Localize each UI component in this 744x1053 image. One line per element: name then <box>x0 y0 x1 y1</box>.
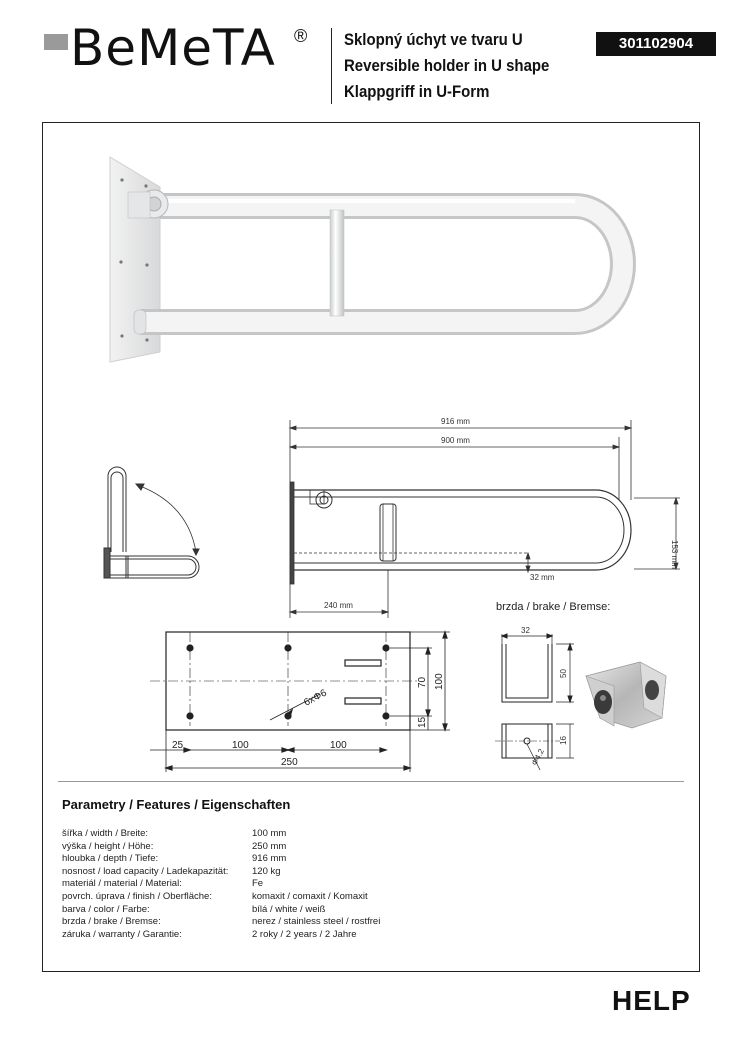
feature-value: 2 roky / 2 years / 2 Jahre <box>252 928 357 940</box>
product-photo <box>110 157 623 362</box>
features-table <box>62 828 380 941</box>
series-label: HELP <box>612 985 691 1016</box>
plate-dim-100v: 100 <box>434 673 445 690</box>
feature-value: nerez / stainless steel / rostfrei <box>252 916 381 928</box>
plate-dim-70: 70 <box>417 676 428 688</box>
plate-dim-15: 15 <box>417 716 428 728</box>
feature-row <box>62 878 380 891</box>
dim-916: 916 mm <box>441 417 470 426</box>
dim-32: 32 mm <box>530 573 555 582</box>
brake-photo <box>586 662 666 728</box>
feature-label: výška / height / Höhe: <box>62 840 154 852</box>
feature-row <box>62 828 380 841</box>
feature-label: nosnost / load capacity / Ladekapazität: <box>62 865 229 877</box>
plate-holes-label: 6xΦ6 <box>302 687 329 709</box>
brake-dim-16: 16 <box>559 736 568 745</box>
feature-label: záruka / warranty / Garantie: <box>62 928 182 940</box>
plate-drawing <box>150 632 450 772</box>
feature-row <box>62 841 380 854</box>
section-divider <box>58 781 684 782</box>
feature-value: Fe <box>252 878 264 890</box>
brake-dim-50: 50 <box>559 669 568 678</box>
feature-label: barva / color / Farbe: <box>62 903 150 915</box>
title-de: Klappgriff in U-Form <box>344 82 490 101</box>
title-en: Reversible holder in U shape <box>344 56 550 75</box>
plate-dim-100a: 100 <box>232 740 249 751</box>
feature-label: šířka / width / Breite: <box>62 828 149 839</box>
feature-value: 250 mm <box>252 840 287 852</box>
side-view-drawing <box>104 467 199 578</box>
dim-153: 153 mm <box>670 540 679 569</box>
plate-dim-25: 25 <box>172 740 184 751</box>
feature-value: 120 kg <box>252 865 281 877</box>
elevation-drawing <box>290 420 680 618</box>
feature-value: 100 mm <box>252 828 287 839</box>
feature-row <box>62 916 380 929</box>
dim-900: 900 mm <box>441 436 470 445</box>
feature-row <box>62 891 380 904</box>
feature-label: hloubka / depth / Tiefe: <box>62 853 159 865</box>
title-cz: Sklopný úchyt ve tvaru U <box>344 30 523 49</box>
brand-logo: BeMeTA <box>70 19 276 77</box>
plate-dim-250: 250 <box>281 757 298 768</box>
registered-mark: ® <box>294 26 308 46</box>
features-title: Parametry / Features / Eigenschaften <box>62 797 291 812</box>
plate-dim-100b: 100 <box>330 740 347 751</box>
product-code: 301102904 <box>596 32 716 56</box>
feature-row <box>62 866 380 879</box>
feature-value: 916 mm <box>252 853 287 865</box>
brake-label: brzda / brake / Bremse: <box>496 601 611 613</box>
brake-dim-32: 32 <box>521 626 530 635</box>
feature-row <box>62 853 380 866</box>
dim-240: 240 mm <box>324 601 353 610</box>
feature-label: brzda / brake / Bremse: <box>62 916 161 928</box>
feature-row <box>62 929 380 942</box>
feature-value: bílá / white / weiß <box>252 903 326 915</box>
feature-label: materiál / material / Material: <box>62 878 182 890</box>
brake-dim-d42: Φ4.2 <box>529 747 546 767</box>
feature-value: komaxit / comaxit / Komaxit <box>252 890 368 902</box>
brake-drawing <box>495 634 574 770</box>
feature-label: povrch. úprava / finish / Oberfläche: <box>62 890 212 902</box>
feature-row <box>62 904 380 917</box>
